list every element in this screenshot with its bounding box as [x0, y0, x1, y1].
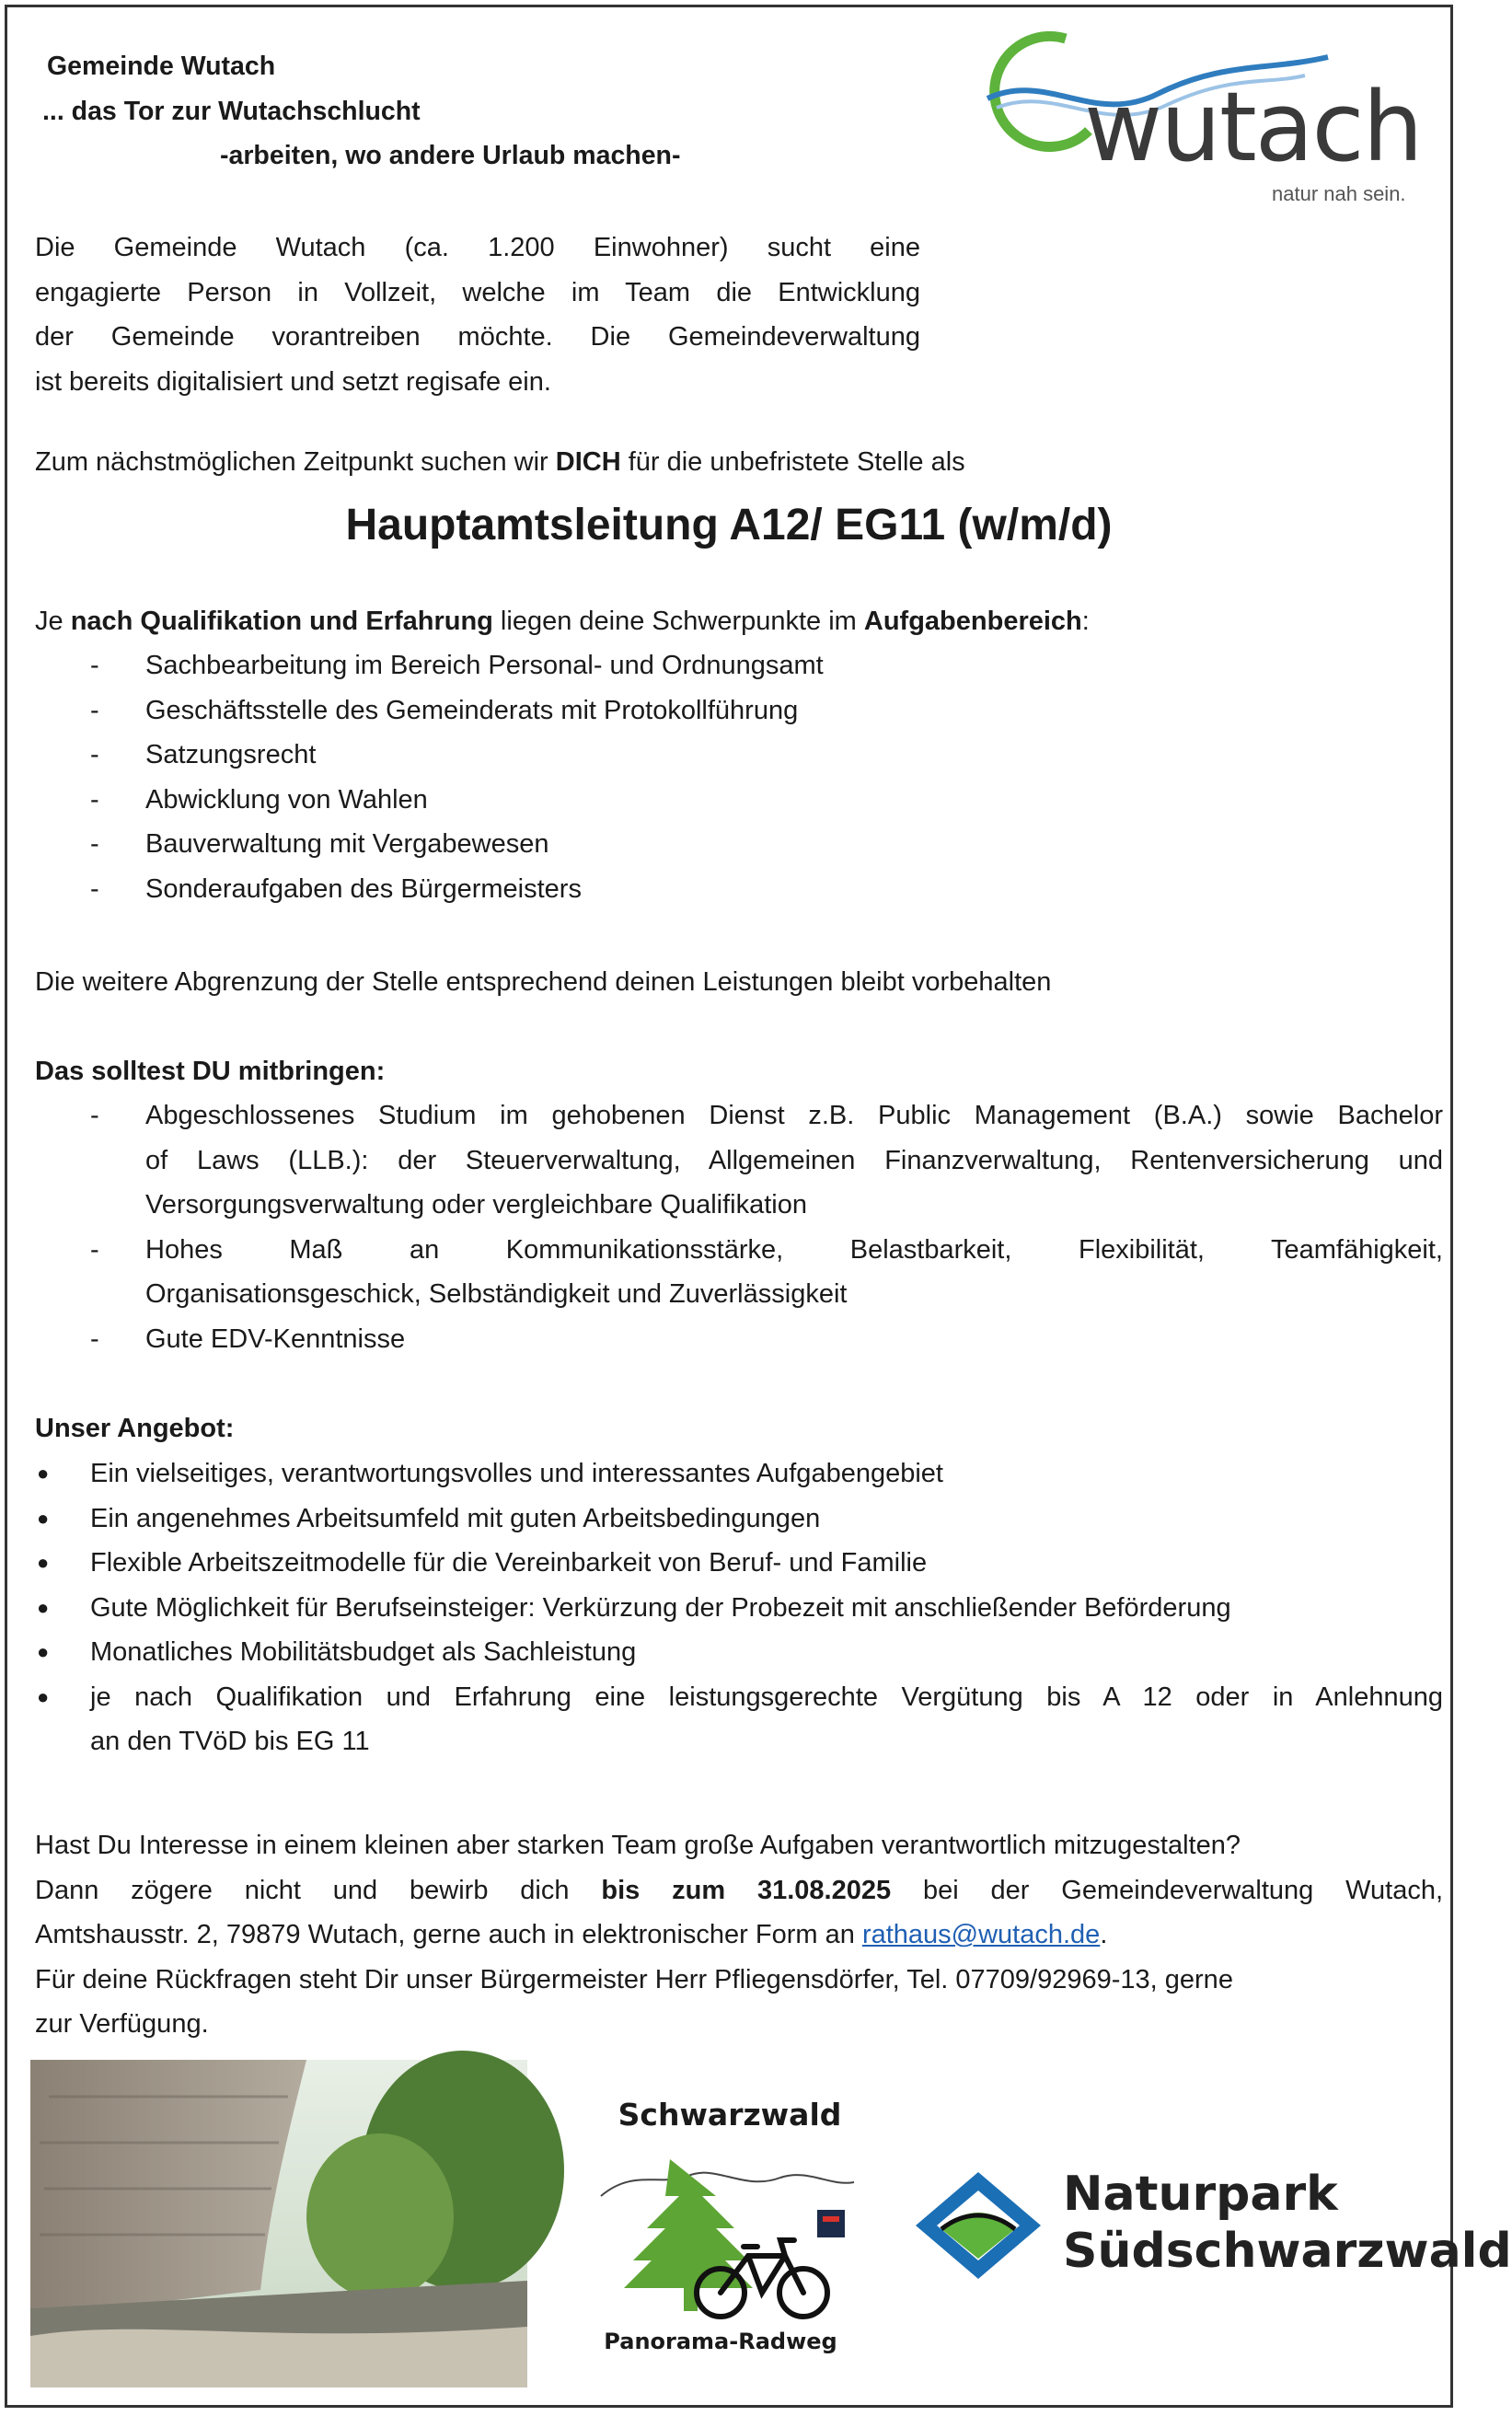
- list-item: ● Monatliches Mobilitätsbudget als Sachleistung: [37, 1637, 637, 1667]
- list-item: - Satzungsrecht: [90, 740, 317, 769]
- intro-line: der Gemeinde vorantreiben möchte. Die Gemeindeverwaltung: [35, 322, 920, 352]
- intro-line: engagierte Person in Vollzeit, welche im Team die Entwicklung: [35, 277, 920, 307]
- list-item: ● Ein angenehmes Arbeitsumfeld mit guten Arbeitsbedingungen: [37, 1503, 821, 1533]
- requirements-heading: Das solltest DU mitbringen:: [35, 1057, 386, 1086]
- list-item: ● je nach Qualifikation und Erfahrung eine leistungsgerechte Vergütung bis A 12 oder in Anlehnung an den TVöD bis EG 11: [37, 1682, 1443, 1756]
- logo-wordmark: wutach: [1084, 71, 1422, 183]
- naturpark-name: Naturpark Südschwarzwald: [1063, 2167, 1512, 2279]
- job-title: Hauptamtsleitung A12/ EG11 (w/m/d): [345, 501, 1113, 549]
- list-item: - Abwicklung von Wahlen: [90, 784, 428, 815]
- task-list: [35, 643, 1443, 911]
- closing-paragraph: Hast Du Interesse in einem kleinen aber starken Team große Aufgaben verantwortlich mitzugestalten? Dann zögere nicht und bewirb dich bis zum 31.08.2025 bei der Gemeindeverwaltung Wutach, Amtshausstr. 2, 79879 Wutach, gerne auch in elektronischer Form an rathaus@wutach.de. Für deine Rückfragen steht Dir unser Bürgermeister Herr Pfliegensdörfer, Tel. 07709/92969-13, gerne zur Verfügung.: [35, 1831, 1444, 2039]
- radweg-subtitle: Panorama-Radweg: [604, 2329, 837, 2354]
- list-item: - Gute EDV-Kenntnisse: [90, 1324, 406, 1354]
- list-item: - Hohes Maß an Kommunikationsstärke, Belastbarkeit, Flexibilität, Teamfähigkeit, Organisationsgeschick, Selbständigkeit und Zuverlässigkeit: [90, 1234, 1443, 1309]
- tasks-note: Die weitere Abgrenzung der Stelle entsprechend deinen Leistungen bleibt vorbehalten: [35, 967, 1052, 997]
- list-item: ● Gute Möglichkeit für Berufseinsteiger: Verkürzung der Probezeit mit anschließender Beförderung: [37, 1592, 1231, 1623]
- tasks-intro: Je nach Qualifikation und Erfahrung liegen deine Schwerpunkte im Aufgabenbereich:: [35, 607, 1090, 636]
- bicycle-tree-icon: [596, 2141, 863, 2325]
- header-block: [42, 44, 680, 179]
- wutach-logo: [964, 20, 1461, 223]
- intro-line: ist bereits digitalisiert und setzt regisafe ein.: [35, 366, 551, 397]
- requirements-list: [35, 1093, 1443, 1361]
- search-sentence: Zum nächstmöglichen Zeitpunkt suchen wir DICH für die unbefristete Stelle als: [35, 447, 965, 477]
- intro-paragraph: [35, 225, 920, 404]
- radweg-title: Schwarzwald: [617, 2097, 842, 2133]
- offer-list: [35, 1451, 1443, 1764]
- panorama-radweg-logo: [596, 2097, 863, 2364]
- list-item: - Sachbearbeitung im Bereich Personal- und Ordnungsamt: [90, 651, 824, 680]
- tagline-gorge: ... das Tor zur Wutachschlucht: [42, 96, 421, 126]
- list-item: ● Ein vielseitiges, verantwortungsvolles und interessantes Aufgabengebiet: [37, 1459, 943, 1488]
- naturpark-emblem-icon: [914, 2170, 1043, 2281]
- intro-line: Die Gemeinde Wutach (ca. 1.200 Einwohner) sucht eine: [35, 233, 920, 262]
- list-item: - Sonderaufgaben des Bürgermeisters: [90, 873, 582, 904]
- offer-heading: Unser Angebot:: [35, 1414, 235, 1443]
- municipality-name: Gemeinde Wutach: [47, 52, 276, 81]
- job-posting-page: [5, 5, 1512, 2408]
- gorge-photo: [30, 2060, 527, 2387]
- gorge-photo-image: [30, 2060, 527, 2387]
- naturpark-logo: [914, 2166, 1512, 2304]
- email-link[interactable]: rathaus@wutach.de: [861, 1920, 1101, 1949]
- logo-tagline: natur nah sein.: [1272, 182, 1406, 205]
- tagline-slogan: -arbeiten, wo andere Urlaub machen-: [220, 141, 681, 170]
- list-item: - Abgeschlossenes Studium im gehobenen Dienst z.B. Public Management (B.A.) sowie Bachelor of Laws (LLB.): der Steuerverwaltung, Allgemeinen Finanzverwaltung, Rentenversicherung und Versorgungsverwaltung oder vergleichbare Qualifikation: [90, 1101, 1443, 1220]
- list-item: ● Flexible Arbeitszeitmodelle für die Vereinbarkeit von Beruf- und Familie: [37, 1548, 928, 1578]
- list-item: - Geschäftsstelle des Gemeinderats mit Protokollführung: [90, 695, 799, 725]
- list-item: - Bauverwaltung mit Vergabewesen: [90, 829, 549, 859]
